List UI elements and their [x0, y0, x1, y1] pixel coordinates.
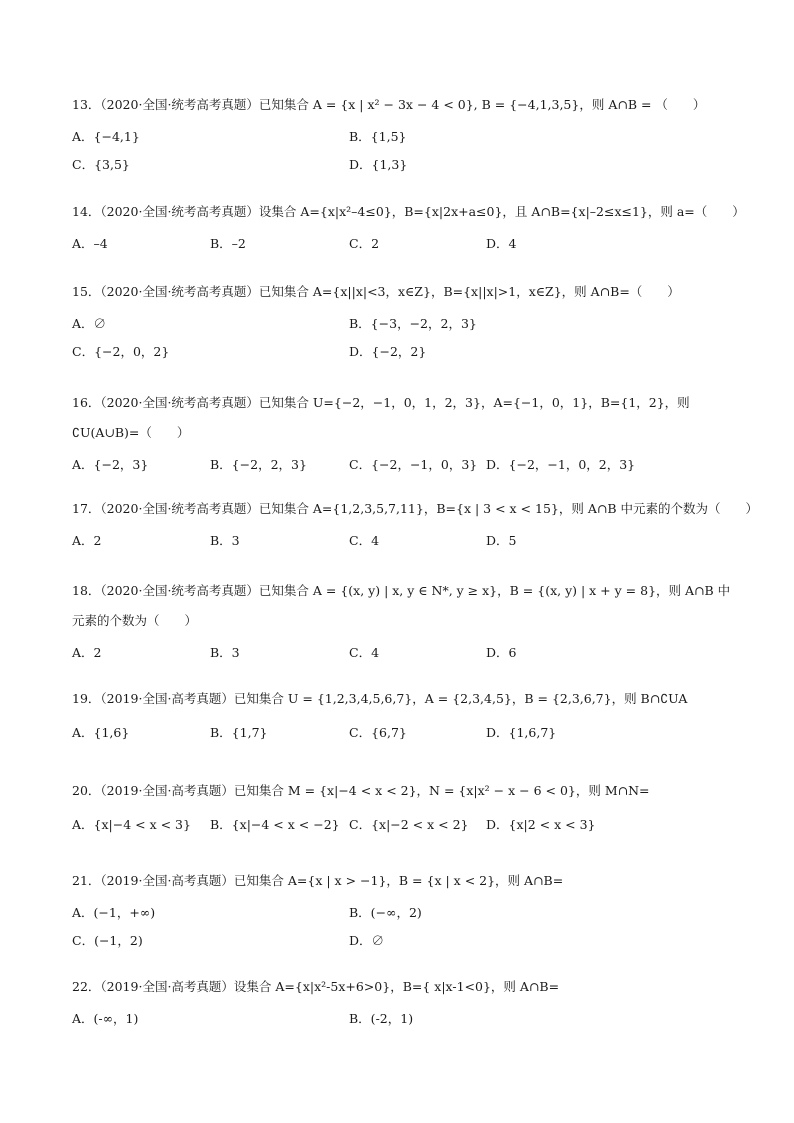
option-c: C．4 [349, 533, 380, 548]
options-row [72, 932, 732, 950]
option-a: A．2 [72, 533, 102, 548]
question-20 [72, 782, 732, 834]
question-13 [72, 96, 732, 174]
question-stem: 13．（2020·全国·统考高考真题）已知集合 A = {x | x² − 3x − 4 < 0}, B = {−4,1,3,5}，则 A∩B = （ ） [72, 97, 706, 112]
option-a: A．2 [72, 645, 102, 660]
options-row [72, 456, 732, 474]
question-stem: 15．（2020·全国·统考高考真题）已知集合 A={x||x|<3，x∈Z}，B={x||x|>1，x∈Z}，则 A∩B=（ ） [72, 284, 680, 299]
option-c: C．4 [349, 645, 380, 660]
option-b: B．{1,7} [210, 725, 268, 740]
option-c: C．{3,5} [72, 157, 130, 172]
question-stem: 18．（2020·全国·统考高考真题）已知集合 A = {(x, y) | x, y ∈ N*, y ≥ x}，B = {(x, y) | x + y = 8}，则 A∩B 中元素的个数为（ ） [72, 583, 731, 628]
option-b: B．3 [210, 645, 240, 660]
option-d: D．{1,6,7} [486, 725, 557, 740]
option-c: C．{6,7} [349, 725, 407, 740]
option-b: B．–2 [210, 236, 246, 251]
question-14 [72, 203, 745, 253]
option-c: C．2 [349, 236, 380, 251]
options-row [72, 343, 732, 361]
option-b: B．{−3，−2，2，3} [349, 316, 477, 331]
option-b: B．(-2，1) [349, 1011, 414, 1026]
question-stem: 16．（2020·全国·统考高考真题）已知集合 U={−2，−1，0，1，2，3}，A={−1，0，1}，B={1，2}，则 ∁U(A∪B)=（ ） [72, 395, 690, 440]
option-c: C．{−2，−1，0，3} [349, 457, 478, 472]
option-a: A．(-∞，1) [72, 1011, 139, 1026]
question-21 [72, 872, 732, 950]
options-row [72, 128, 732, 146]
question-15 [72, 283, 732, 361]
options-row [72, 644, 732, 662]
option-a: A．{−2，3} [72, 457, 149, 472]
question-stem: 22．（2019·全国·高考真题）设集合 A={x|x²-5x+6>0}，B={ x|x-1<0}，则 A∩B= [72, 979, 560, 994]
option-a: A．∅ [72, 316, 107, 331]
option-b: B．{1,5} [349, 129, 407, 144]
option-c: C．(−1，2) [72, 933, 143, 948]
option-c: C．{x|−2 < x < 2} [349, 817, 469, 832]
options-row [72, 904, 732, 922]
option-d: D．4 [486, 236, 517, 251]
option-a: A．(−1，+∞) [72, 905, 156, 920]
question-stem: 17．（2020·全国·统考高考真题）已知集合 A={1,2,3,5,7,11}，B={x | 3 < x < 15}，则 A∩B 中元素的个数为（ ） [72, 501, 758, 516]
option-c: C．{−2，0，2} [72, 344, 170, 359]
option-d: D．{1,3} [349, 157, 408, 172]
options-row [72, 235, 732, 253]
option-a: A．{−4,1} [72, 129, 140, 144]
question-stem: 21．（2019·全国·高考真题）已知集合 A={x | x > −1}，B = {x | x < 2}，则 A∩B= [72, 873, 564, 888]
option-a: A．–4 [72, 236, 108, 251]
option-d: D．5 [486, 533, 517, 548]
question-16 [72, 388, 732, 474]
option-a: A．{1,6} [72, 725, 130, 740]
options-row [72, 156, 732, 174]
question-19 [72, 690, 732, 742]
options-row [72, 724, 732, 742]
question-stem: 20．（2019·全国·高考真题）已知集合 M = {x|−4 < x < 2}，N = {x|x² − x − 6 < 0}，则 M∩N= [72, 783, 650, 798]
question-stem: 14．（2020·全国·统考高考真题）设集合 A={x|x²–4≤0}，B={x|2x+a≤0}，且 A∩B={x|–2≤x≤1}，则 a=（ ） [72, 204, 745, 219]
question-17 [72, 500, 758, 550]
option-d: D．{−2，−1，0，2，3} [486, 457, 636, 472]
option-d: D．{x|2 < x < 3} [486, 817, 596, 832]
options-row [72, 816, 732, 834]
options-row [72, 315, 732, 333]
options-row [72, 532, 732, 550]
option-b: B．3 [210, 533, 240, 548]
option-a: A．{x|−4 < x < 3} [72, 817, 191, 832]
option-d: D．∅ [349, 933, 385, 948]
question-22 [72, 978, 732, 1028]
option-d: D．6 [486, 645, 517, 660]
question-18 [72, 576, 732, 662]
option-b: B．{x|−4 < x < −2} [210, 817, 340, 832]
option-d: D．{−2，2} [349, 344, 427, 359]
option-b: B．(−∞，2) [349, 905, 422, 920]
options-row [72, 1010, 732, 1028]
option-b: B．{−2，2，3} [210, 457, 307, 472]
question-stem: 19．（2019·全国·高考真题）已知集合 U = {1,2,3,4,5,6,7}，A = {2,3,4,5}，B = {2,3,6,7}，则 B∩∁UA [72, 691, 688, 706]
